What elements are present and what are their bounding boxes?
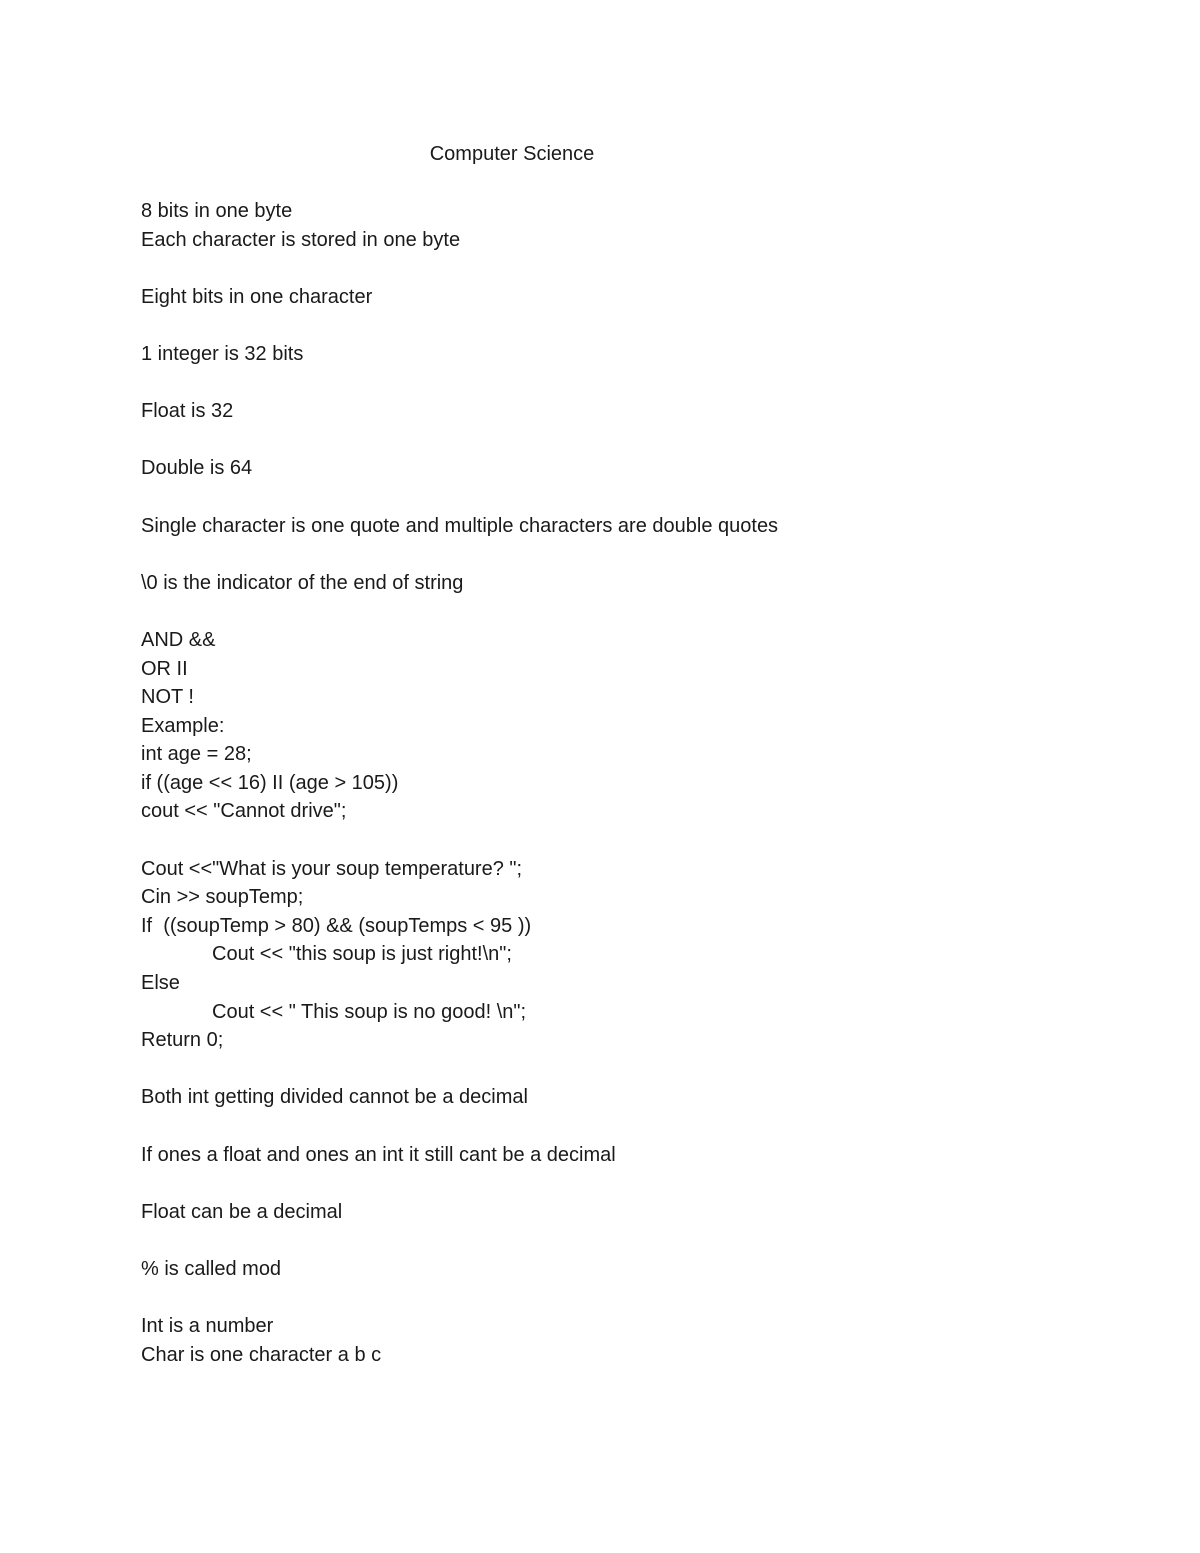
text-line: OR II [141,657,188,680]
blank-line [141,1112,1141,1141]
blank-line [141,369,1141,398]
blank-line [141,540,1141,569]
text-line: Double is 64 [141,457,253,480]
blank-line [141,1055,1141,1084]
text-line: \0 is the indicator of the end of string [141,571,464,594]
blank-line [141,1284,1141,1313]
blank-line [141,483,1141,512]
text-line: AND && [141,628,216,651]
code-line: If ((soupTemp > 80) && (soupTemps < 95 )) [141,914,532,937]
text-line: Float is 32 [141,400,234,423]
blank-line [141,826,1141,855]
blank-line [141,1169,1141,1198]
code-line: int age = 28; [141,743,252,766]
text-line: Float can be a decimal [141,1200,343,1223]
blank-line [141,311,1141,340]
text-line: Each character is stored in one byte [141,228,461,251]
blank-line [141,597,1141,626]
text-line: 1 integer is 32 bits [141,342,304,365]
text-line: Eight bits in one character [141,285,373,308]
code-line: cout << "Cannot drive"; [141,800,347,823]
text-line: Int is a number [141,1315,274,1338]
text-line: Both int getting divided cannot be a decimal [141,1086,528,1109]
code-line: if ((age << 16) II (age > 105)) [141,771,399,794]
blank-line [141,254,1141,283]
text-line: Single character is one quote and multiple characters are double quotes [141,514,779,537]
text-line: 8 bits in one byte [141,200,293,222]
text-line: % is called mod [141,1257,282,1280]
code-line: Cout <<"What is your soup temperature? "; [141,857,523,880]
code-line: Return 0; [141,1029,224,1052]
code-line: Cin >> soupTemp; [141,886,304,909]
text-line: Char is one character a b c [141,1343,382,1366]
blank-line [141,426,1141,455]
page-title: Computer Science [429,143,595,165]
text-line: NOT ! [141,686,194,709]
text-line: If ones a float and ones an int it still cant be a decimal [141,1143,616,1166]
code-line-indented: Cout << "this soup is just right!\n"; [212,943,512,966]
document-body [141,197,1141,1369]
blank-line [141,1226,1141,1255]
code-line-indented: Cout << " This soup is no good! \n"; [212,1000,527,1023]
code-line: Else [141,972,180,995]
text-line: Example: [141,714,225,737]
